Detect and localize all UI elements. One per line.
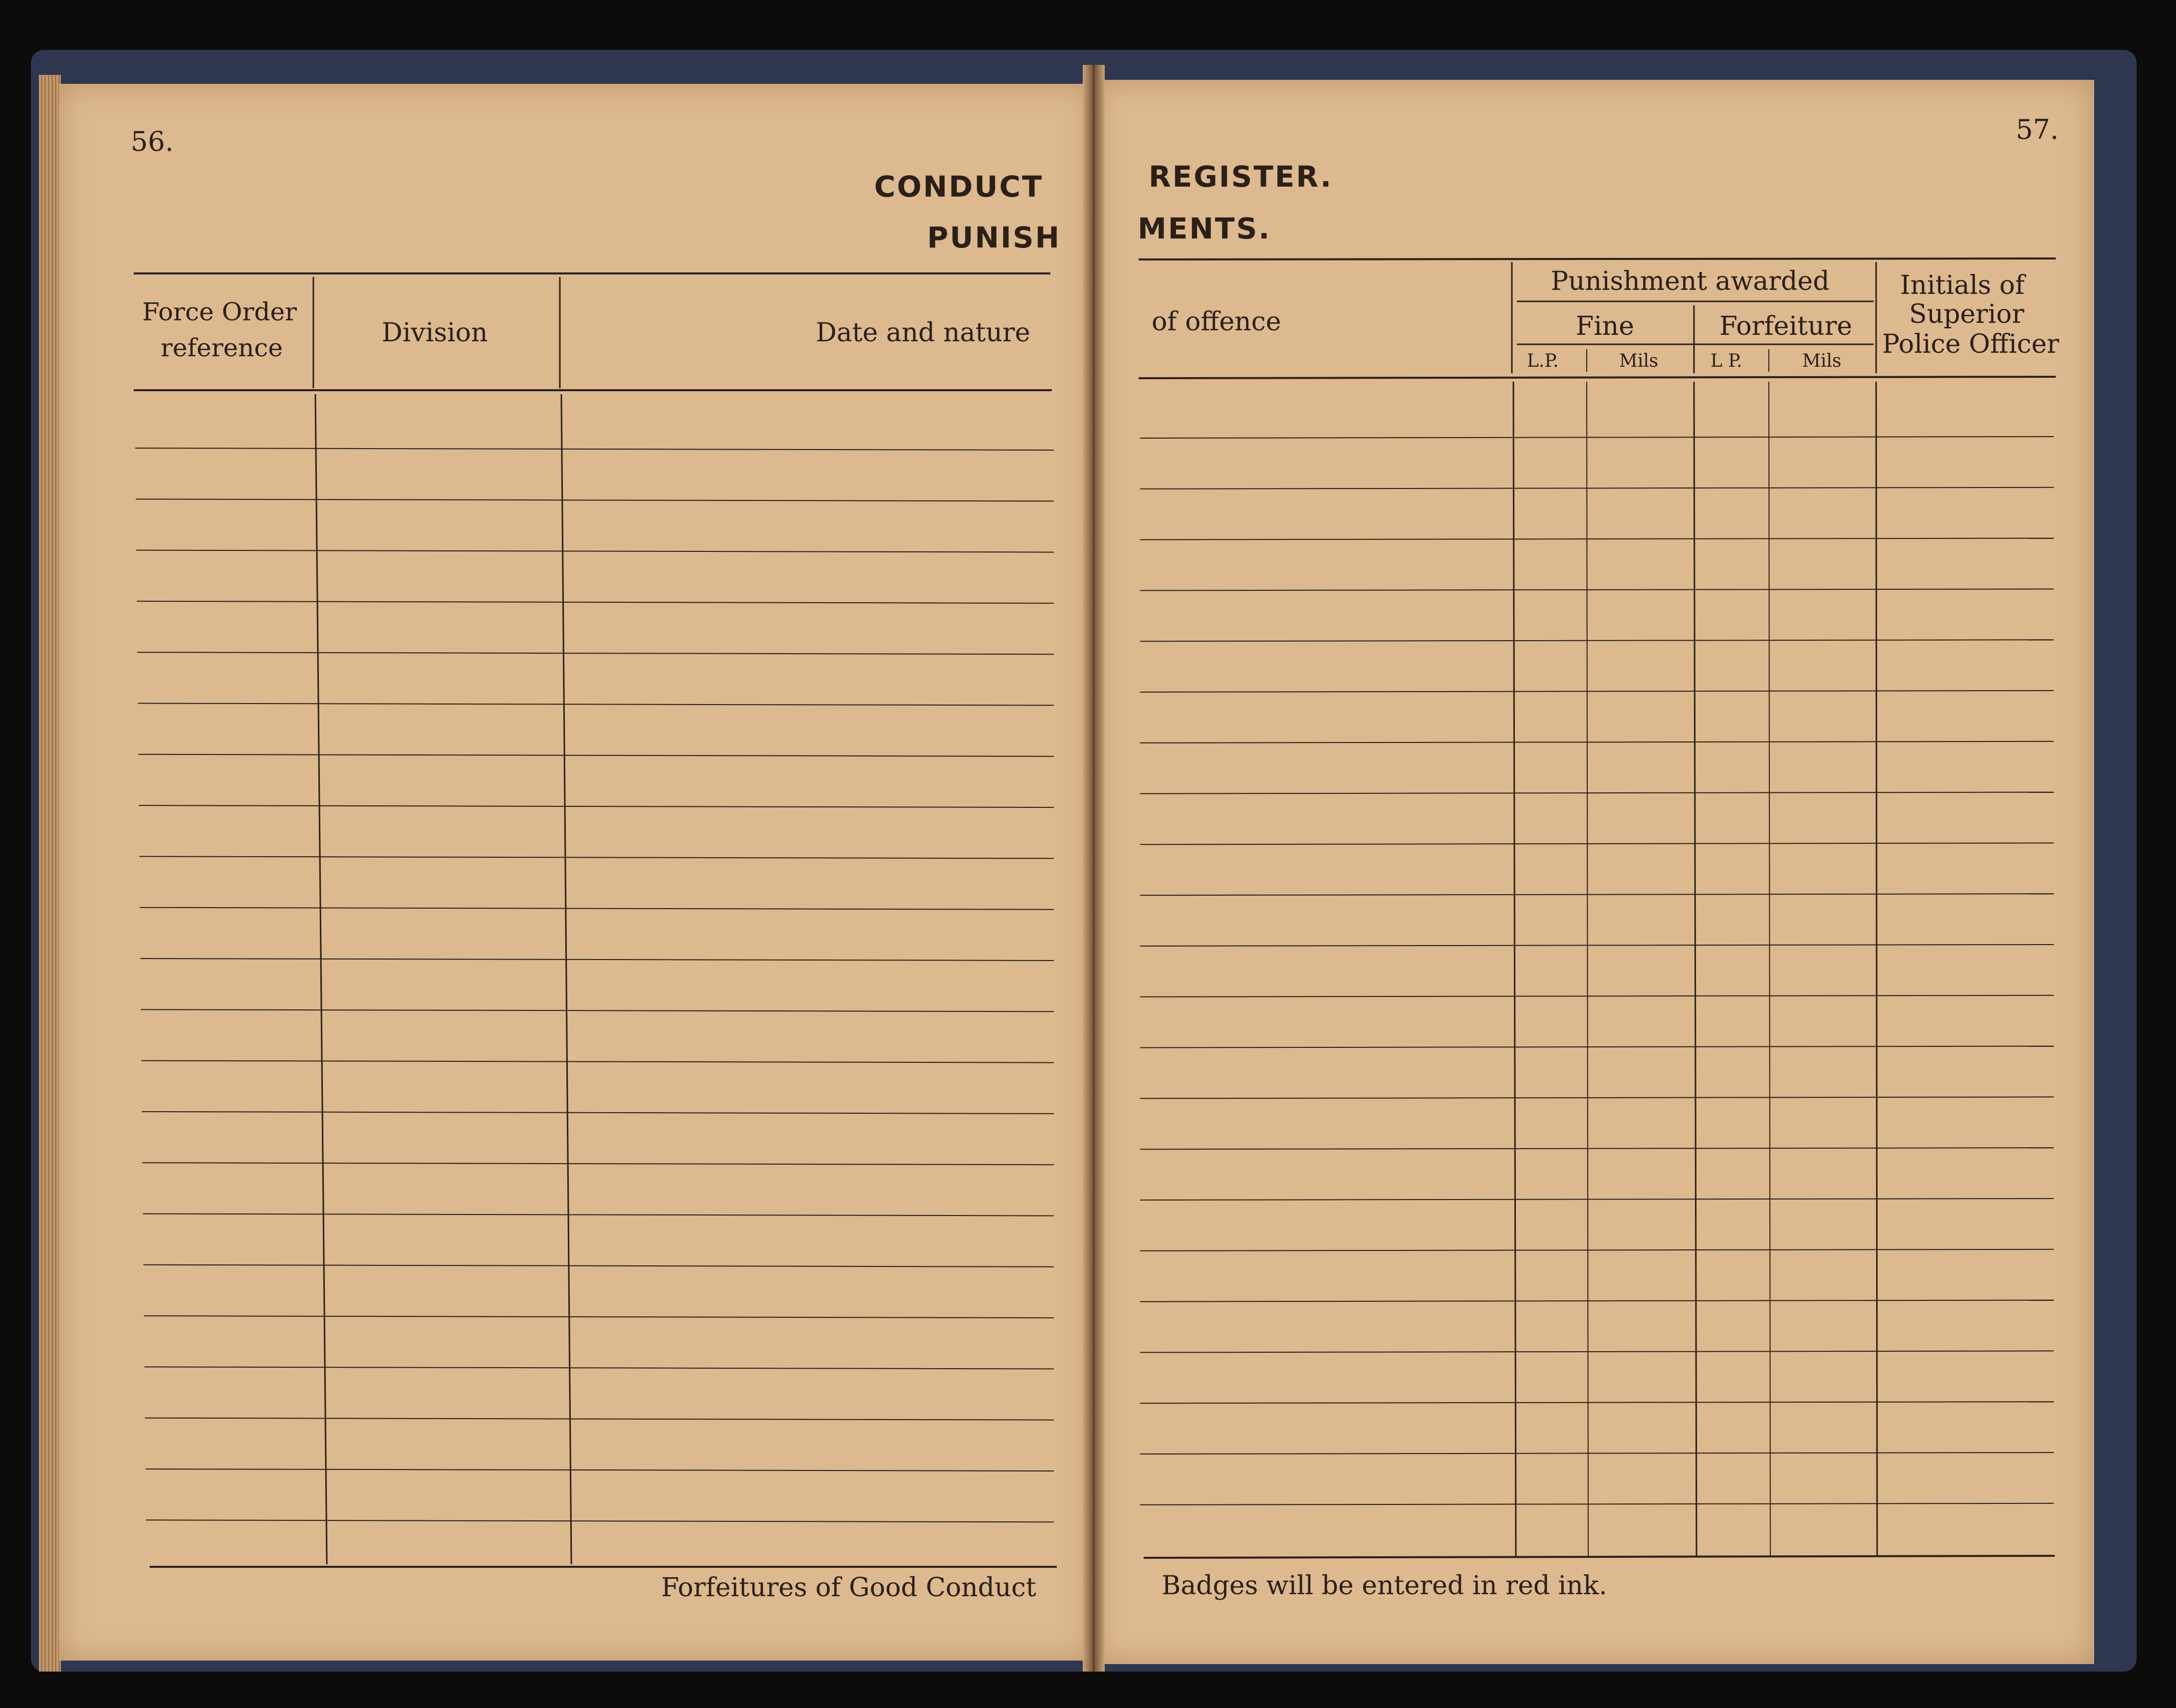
left-row-rule [144,1316,1054,1318]
left-row-rule [140,908,1054,910]
right-row-rule [1140,995,2054,997]
right-row-rule [1140,488,2054,489]
right-row-rule [1140,1503,2054,1505]
right-row-rule [1140,894,2054,895]
left-row-rule [141,1009,1054,1011]
right-col-rule [1769,382,1770,1557]
left-row-rule [141,1061,1054,1063]
right-table-bottom-rule [1144,1556,2055,1558]
right-footer: Badges will be entered in red ink. [1162,1571,1607,1601]
left-row-rule [145,1469,1054,1471]
left-row-rule [138,704,1054,706]
right-row-rule [1140,1300,2054,1302]
col-header-forfeiture: Forfeiture [1719,311,1853,341]
left-row-rule [137,652,1054,654]
col-header-force-order: Force Order [142,297,297,326]
left-row-rule [138,754,1054,756]
right-row-rule [1140,1148,2054,1149]
left-heading-punish: PUNISH [927,221,1061,254]
col-header-initials-2: Superior [1909,299,2024,329]
col-header-initials-1: Initials of [1900,270,2025,300]
right-row-rule [1140,437,2054,438]
right-row-rule [1140,1249,2054,1251]
left-col-rule [315,394,327,1564]
left-row-rule [146,1520,1054,1522]
left-row-rule [145,1418,1054,1420]
left-row-rule [142,1112,1054,1114]
left-row-rule [139,856,1054,858]
right-row-rule [1140,1199,2054,1200]
right-heading-ments: MENTS. [1138,212,1271,245]
sub-header-mils-forfeiture: Mils [1802,351,1842,371]
left-col-rule [561,394,571,1564]
left-heading-conduct: CONDUCT [874,170,1043,204]
left-row-rule [137,601,1054,603]
right-col-rule [1513,382,1516,1557]
right-row-rule [1140,1351,2054,1352]
right-page-number: 57. [2016,114,2059,145]
right-header-bottom-rule [1139,377,2056,378]
col-header-division: Division [382,318,488,348]
right-row-rule [1140,945,2054,946]
left-row-rule [136,550,1054,552]
left-row-rule [136,499,1054,501]
col-header-initials-3: Police Officer [1882,329,2059,359]
left-row-rule [143,1265,1054,1267]
right-row-rule [1140,792,2054,794]
left-row-rule [139,805,1054,807]
right-heading-register: REGISTER. [1149,160,1333,194]
right-row-rule [1140,589,2054,590]
col-header-date-nature: Date and nature [816,318,1030,348]
sub-header-lp-forfeiture: L P. [1710,351,1742,371]
left-page-number: 56. [131,126,174,157]
left-footer: Forfeitures of Good Conduct [661,1573,1036,1603]
right-col-rule [1876,382,1877,1557]
col-header-offence: of offence [1152,307,1281,337]
right-row-rule [1140,1453,2054,1454]
right-row-rule [1140,1097,2054,1098]
col-header-fine: Fine [1576,311,1634,341]
left-row-rule [140,959,1054,961]
col-header-punishment-awarded: Punishment awarded [1551,266,1830,296]
right-row-rule [1140,640,2054,641]
col-header-force-order-2: reference [161,333,283,362]
right-col-rule [1694,382,1696,1557]
left-row-rule [142,1163,1054,1165]
right-header-top-rule [1139,258,2056,259]
left-row-rule [143,1214,1054,1216]
sub-header-mils-fine: Mils [1619,351,1659,371]
right-row-rule [1140,691,2054,692]
right-row-rule [1140,843,2054,844]
right-col-rule [1587,382,1588,1557]
right-row-rule [1140,1402,2054,1403]
left-row-rule [144,1367,1054,1369]
book-gutter [1083,65,1105,1672]
right-row-rule [1140,1046,2054,1048]
right-row-rule [1140,741,2054,743]
sub-header-lp-fine: L.P. [1527,351,1559,371]
right-row-rule [1140,538,2054,540]
left-row-rule [135,448,1054,450]
